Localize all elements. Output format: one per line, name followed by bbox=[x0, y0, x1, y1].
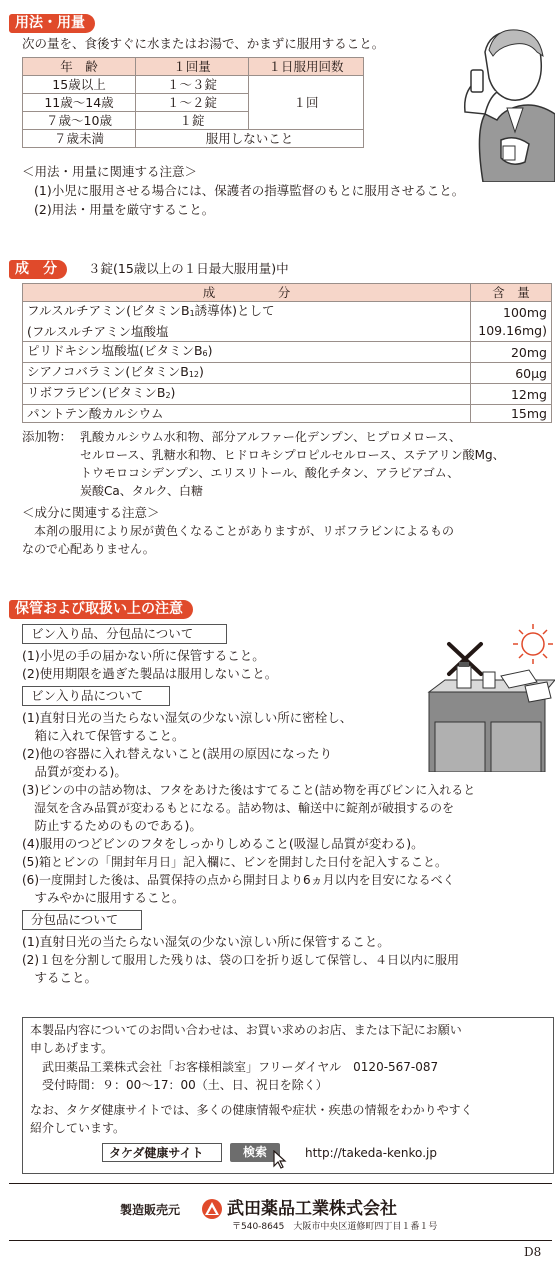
ingredients-notes-title: ＜成分に関連する注意＞ bbox=[22, 505, 160, 520]
dose-cell: １～２錠 bbox=[136, 94, 249, 112]
contact-line: 本製品内容についてのお問い合わせは、お買い求めのお店、または下記にお願い bbox=[30, 1023, 462, 1037]
usage-note: (1)小児に服用させる場合には、保護者の指導監督のもとに服用させること。 bbox=[34, 183, 465, 198]
cursor-arrow-icon bbox=[272, 1150, 288, 1170]
search-button[interactable]: 検索 bbox=[230, 1143, 280, 1162]
amount-cell: 60μg bbox=[471, 363, 552, 384]
dose-cell: １錠 bbox=[136, 112, 249, 130]
ingredient-cell: ピリドキシン塩酸塩(ビタミン$B_6$) bbox=[23, 342, 471, 363]
usage-notes-title: ＜用法・用量に関連する注意＞ bbox=[22, 164, 198, 179]
additives-label: 添加物： bbox=[22, 429, 73, 444]
contact-line: 申しあげます。 bbox=[30, 1041, 114, 1055]
window-sunlight-illustration bbox=[425, 622, 555, 772]
ingredient-cell: フルスルチアミン(ビタミン$B_1$誘導体)として (フルスルチアミン塩酸塩 bbox=[23, 302, 471, 342]
storage-item: 防止するためのものである)。 bbox=[22, 818, 202, 833]
dosage-table bbox=[22, 57, 364, 148]
contact-line: 受付時間：９：00～17：00（土、日、祝日を除く） bbox=[30, 1078, 328, 1092]
website-link[interactable]: http://takeda-kenko.jp bbox=[305, 1146, 437, 1160]
storage-item: (1)小児の手の届かない所に保管すること。 bbox=[22, 648, 265, 663]
ingredients-table bbox=[22, 283, 552, 423]
header-dose: １回量 bbox=[136, 58, 249, 76]
storage-item: (2)１包を分割して服用した残りは、袋の口を折り返して保管し、４日以内に服用 bbox=[22, 953, 460, 967]
usage-note: (2)用法・用量を厳守すること。 bbox=[34, 202, 215, 217]
page-code: D8 bbox=[524, 1245, 542, 1259]
under7-text: 服用しないこと bbox=[136, 130, 364, 148]
maker-company: 武田薬品工業株式会社 bbox=[227, 1199, 397, 1219]
maker-label: 製造販売元 bbox=[120, 1203, 181, 1217]
storage-item: (1)直射日光の当たらない湿気の少ない涼しい所に保管すること。 bbox=[22, 934, 390, 949]
age-cell: ７歳～10歳 bbox=[23, 112, 136, 130]
age-cell: 11歳～14歳 bbox=[23, 94, 136, 112]
storage-item: (1)直射日光の当たらない湿気の少ない涼しい所に密栓し、 bbox=[22, 710, 353, 725]
contact-line: 紹介しています。 bbox=[30, 1121, 126, 1135]
ingredients-note: 本剤の服用により尿が黄色くなることがありますが、リボフラビンによるもの bbox=[34, 524, 455, 538]
box-label-pack: 分包品について bbox=[22, 910, 142, 930]
header-amount: 含 量 bbox=[471, 284, 552, 302]
amount-cell: 20mg bbox=[471, 342, 552, 363]
usage-title: 用法・用量 bbox=[9, 14, 95, 33]
ingredient-cell: リボフラビン(ビタミン$B_2$) bbox=[23, 384, 471, 405]
additives-line: 炭酸Ca、タルク、白糖 bbox=[80, 484, 204, 498]
ingredient-cell: シアノコバラミン(ビタミン$B_{12}$) bbox=[23, 363, 471, 384]
storage-title: 保管および取扱い上の注意 bbox=[9, 600, 193, 619]
storage-item: (5)箱とビンの「開封年月日」記入欄に、ビンを開封した日付を記入すること。 bbox=[22, 855, 448, 869]
search-input[interactable]: タケダ健康サイト bbox=[102, 1143, 222, 1162]
divider bbox=[9, 1183, 552, 1184]
box-label-bottle: ビン入り品について bbox=[22, 686, 170, 706]
ingredients-subtitle: ３錠(15歳以上の１日最大服用量)中 bbox=[88, 261, 289, 276]
storage-item: すみやかに服用すること。 bbox=[22, 890, 185, 905]
takeda-logo-icon bbox=[201, 1198, 223, 1220]
ingredients-title: 成 分 bbox=[9, 260, 67, 279]
storage-item: (3)ビンの中の詰め物は、フタをあけた後はすてること(詰め物を再びビンに入れると bbox=[22, 783, 476, 797]
additives-line: 乳酸カルシウム水和物、部分アルファー化デンプン、ヒプロメロース、 bbox=[80, 430, 461, 444]
additives-line: トウモロコシデンプン、エリスリトール、酸化チタン、アラビアゴム、 bbox=[80, 466, 460, 480]
amount-cell: 15mg bbox=[471, 405, 552, 423]
contact-line: 武田薬品工業株式会社「お客様相談室」フリーダイヤル 0120-567-087 bbox=[30, 1060, 439, 1074]
age-cell: ７歳未満 bbox=[23, 130, 136, 148]
storage-item: 品質が変わる)。 bbox=[22, 764, 127, 779]
header-age: 年 齢 bbox=[23, 58, 136, 76]
storage-item: (2)使用期限を過ぎた製品は服用しないこと。 bbox=[22, 666, 278, 681]
storage-item: すること。 bbox=[22, 970, 98, 985]
contact-line: なお、タケダ健康サイトでは、多くの健康情報や症状・疾患の情報をわかりやすく bbox=[30, 1103, 473, 1117]
times-cell: １回 bbox=[249, 76, 364, 130]
amount-cell: 100mg 109.16mg) bbox=[471, 302, 552, 342]
ingredient-cell: パントテン酸カルシウム bbox=[23, 405, 471, 423]
bottom-divider bbox=[9, 1240, 552, 1241]
additives-line: セルロース、乳糖水和物、ヒドロキシプロピルセルロース、ステアリン酸Mg、 bbox=[80, 448, 505, 462]
ingredients-note: なので心配ありません。 bbox=[22, 542, 155, 556]
usage-intro: 次の量を、食後すぐに水またはお湯で、かまずに服用すること。 bbox=[22, 36, 385, 51]
header-times: １日服用回数 bbox=[249, 58, 364, 76]
storage-item: (4)服用のつどビンのフタをしっかりしめること(吸湿し品質が変わる)。 bbox=[22, 836, 424, 851]
age-cell: 15歳以上 bbox=[23, 76, 136, 94]
dose-cell: １～３錠 bbox=[136, 76, 249, 94]
storage-item: 湿気を含み品質が変わるもとになる。詰め物は、輸送中に錠剤が破損するのを bbox=[22, 801, 455, 815]
header-ingredient: 成 分 bbox=[23, 284, 471, 302]
maker-address: 〒540-8645 大阪市中央区道修町四丁目１番１号 bbox=[232, 1222, 438, 1232]
storage-item: 箱に入れて保管すること。 bbox=[22, 728, 185, 743]
amount-cell: 12mg bbox=[471, 384, 552, 405]
storage-item: (6)一度開封した後は、品質保持の点から開封日より6ヵ月以内を目安になるべく bbox=[22, 873, 455, 887]
man-drinking-illustration bbox=[445, 22, 555, 182]
box-label-bottle-and-pack: ビン入り品、分包品について bbox=[22, 624, 227, 644]
storage-item: (2)他の容器に入れ替えないこと(誤用の原因になったり bbox=[22, 746, 333, 761]
